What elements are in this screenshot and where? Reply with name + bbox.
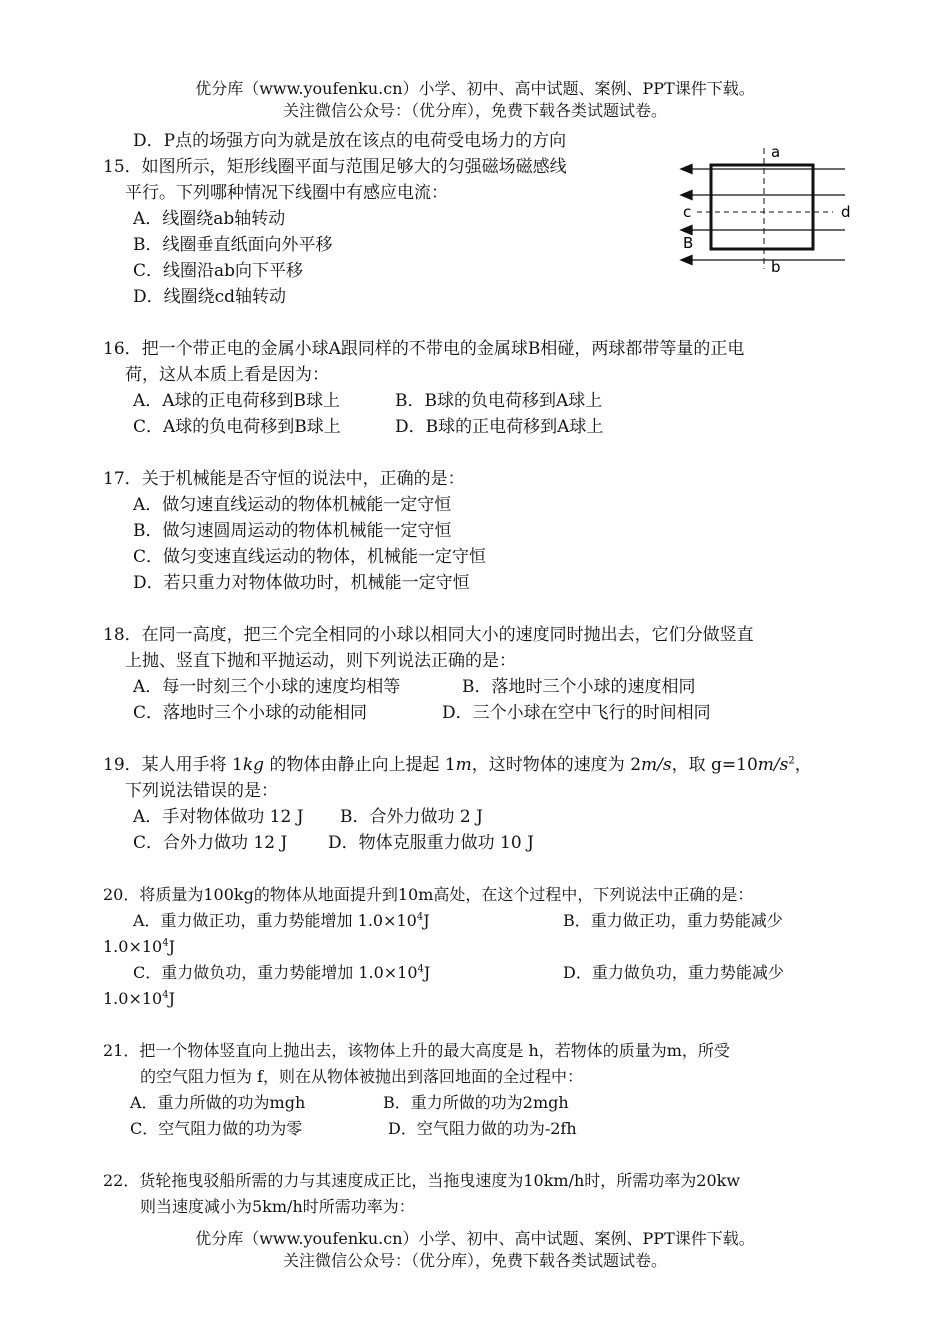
q20-option-b-exp: 4 <box>162 937 169 949</box>
q14-option-d: D．P点的场强方向为就是放在该点的电荷受电场力的方向 <box>133 131 567 151</box>
q17-option-c: C．做匀变速直线运动的物体，机械能一定守恒 <box>133 547 487 567</box>
q22-stem-1: 22．货轮拖曳驳船所需的力与其速度成正比，当拖曳速度为10km/h时，所需功率为20kw <box>103 1171 741 1190</box>
q20-option-d-exp: 4 <box>162 989 169 1001</box>
q20-option-d: D．重力做负功，重力势能减少 <box>563 963 784 982</box>
q20-option-c-exp: 4 <box>417 963 424 975</box>
q21-option-b: B．重力所做的功为2mgh <box>383 1093 569 1112</box>
header-line-2: 关注微信公众号：（优分库），免费下载各类试题试卷。 <box>282 101 667 120</box>
label-d: d <box>841 203 851 221</box>
q18-stem-2: 上抛、竖直下抛和平抛运动，则下列说法正确的是： <box>125 651 516 671</box>
field-arrow-1 <box>681 165 692 174</box>
q16-option-c: C．A球的负电荷移到B球上 <box>133 417 341 437</box>
footer-line-2: 关注微信公众号：（优分库），免费下载各类试题试卷。 <box>282 1251 667 1270</box>
label-a: a <box>771 143 781 161</box>
q20-option-c-text: C．重力做负功，重力势能增加 1.0×10 <box>133 963 418 982</box>
q20-option-d-value-text: 1.0×10 <box>103 989 163 1008</box>
q15-option-c: C．线圈沿ab向下平移 <box>133 261 304 281</box>
q22-stem-2: 则当速度减小为5km/h时所需功率为： <box>140 1197 415 1216</box>
q19-unit-ms2: m/s <box>757 755 789 775</box>
q21-stem-1: 21．把一个物体竖直向上抛出去，该物体上升的最大高度是 h，若物体的质量为m，所受 <box>103 1041 730 1060</box>
q19-exponent: 2 <box>788 755 795 767</box>
q19-option-c: C．合外力做功 12 J <box>133 833 288 853</box>
q20-option-a-text: A．重力做正功，重力势能增加 1.0×10 <box>133 911 417 930</box>
q20-stem: 20．将质量为100kg的物体从地面提升到10m高处，在这个过程中，下列说法中正确的是： <box>103 885 754 904</box>
footer-line-1: 优分库（www.youfenku.cn）小学、初中、高中试题、案例、PPT课件下载。 <box>195 1229 755 1248</box>
label-c: c <box>683 203 692 221</box>
q19-unit-m: m <box>455 755 472 775</box>
q19-text-5: ， <box>794 755 812 775</box>
field-arrow-2 <box>681 191 692 200</box>
q19-text-2: 的物体由静止向上提起 1 <box>264 755 456 775</box>
q21-option-c: C．空气阻力做的功为零 <box>130 1119 303 1138</box>
q17-stem: 17．关于机械能是否守恒的说法中，正确的是： <box>103 469 465 489</box>
q16-stem-1: 16．把一个带正电的金属小球A跟同样的不带电的金属球B相碰，两球都带等量的正电 <box>103 339 745 359</box>
q15-stem-2: 平行。下列哪种情况下线圈中有感应电流： <box>125 183 448 203</box>
q16-option-d: D．B球的正电荷移到A球上 <box>395 417 604 437</box>
coil-rectangle <box>711 165 813 249</box>
q18-option-c: C．落地时三个小球的动能相同 <box>133 703 368 723</box>
q19-option-b: B．合外力做功 2 J <box>340 807 483 827</box>
q15-option-d: D．线圈绕cd轴转动 <box>133 287 287 307</box>
q19-option-a: A．手对物体做功 12 J <box>133 807 304 827</box>
q20-option-d-unit: J <box>168 989 176 1008</box>
q20-option-d-value <box>103 986 175 1012</box>
label-B-field: B <box>683 234 694 252</box>
q19-stem-1 <box>103 752 812 778</box>
q21-option-d: D．空气阻力做的功为-2fh <box>388 1119 577 1138</box>
q15-coil-figure <box>675 140 855 275</box>
q16-option-a: A．A球的正电荷移到B球上 <box>133 391 341 411</box>
q21-stem-2: 的空气阻力恒为 f，则在从物体被抛出到落回地面的全过程中： <box>140 1067 584 1086</box>
q17-option-a: A．做匀速直线运动的物体机械能一定守恒 <box>133 495 452 515</box>
q19-text-1: 19．某人用手将 1 <box>103 755 243 775</box>
q19-text-3: ，这时物体的速度为 2 <box>471 755 642 775</box>
q19-text-4: ，取 g=10 <box>671 755 758 775</box>
q18-stem-1: 18．在同一高度，把三个完全相同的小球以相同大小的速度同时抛出去，它们分做竖直 <box>103 625 754 645</box>
q18-option-b: B．落地时三个小球的速度相同 <box>462 677 696 697</box>
q20-option-a <box>133 908 430 934</box>
q18-option-d: D．三个小球在空中飞行的时间相同 <box>442 703 711 723</box>
q20-option-a-unit: J <box>423 911 430 930</box>
q19-option-d: D．物体克服重力做功 10 J <box>328 833 534 853</box>
label-b: b <box>771 258 781 275</box>
q15-option-b: B．线圈垂直纸面向外平移 <box>133 235 333 255</box>
q17-option-b: B．做匀速圆周运动的物体机械能一定守恒 <box>133 521 452 541</box>
field-arrow-4 <box>681 256 692 265</box>
q20-option-b-unit: J <box>168 937 176 956</box>
q20-option-c-unit: J <box>423 963 431 982</box>
q19-unit-kg: kg <box>242 755 265 775</box>
q21-option-a: A．重力所做的功为mgh <box>130 1093 306 1112</box>
q19-stem-2: 下列说法错误的是： <box>125 781 278 801</box>
q20-option-a-exp: 4 <box>416 911 424 923</box>
q15-option-a: A．线圈绕ab轴转动 <box>133 209 286 229</box>
q19-unit-ms: m/s <box>641 755 672 775</box>
q18-option-a: A．每一时刻三个小球的速度均相等 <box>133 677 401 697</box>
q20-option-b-value <box>103 934 175 960</box>
q16-stem-2: 荷，这从本质上看是因为： <box>125 365 329 385</box>
q16-option-b: B．B球的负电荷移到A球上 <box>395 391 603 411</box>
q17-option-d: D．若只重力对物体做功时，机械能一定守恒 <box>133 573 470 593</box>
q15-stem-1: 15．如图所示，矩形线圈平面与范围足够大的匀强磁场磁感线 <box>103 157 567 177</box>
q20-option-c <box>133 960 430 986</box>
q20-option-b-value-text: 1.0×10 <box>103 937 163 956</box>
header-line-1: 优分库（www.youfenku.cn）小学、初中、高中试题、案例、PPT课件下载。 <box>195 79 755 98</box>
q20-option-b: B．重力做正功，重力势能减少 <box>563 911 783 930</box>
